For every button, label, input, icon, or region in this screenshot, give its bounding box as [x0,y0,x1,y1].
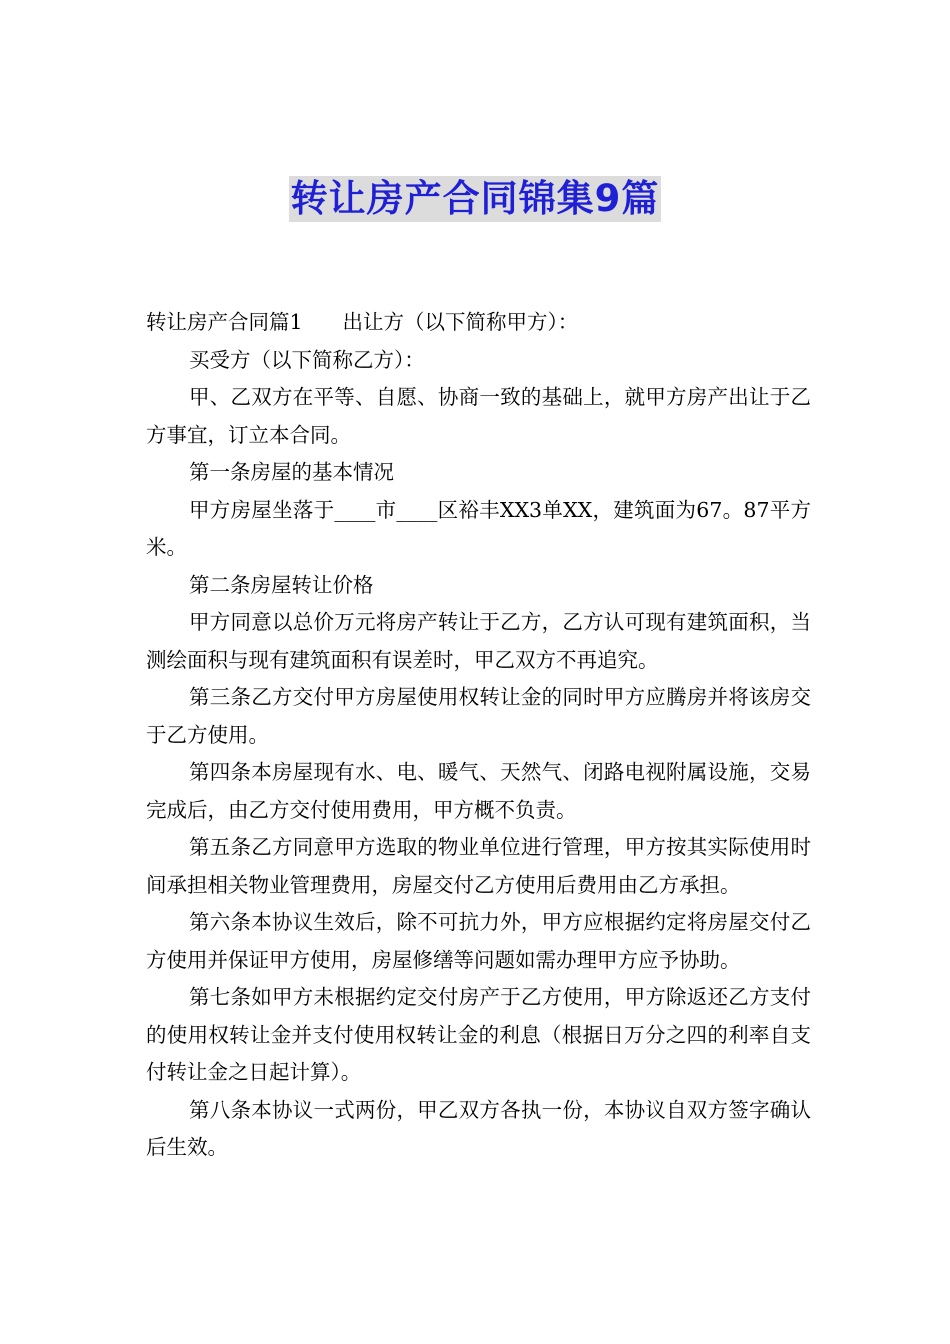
article-8: 第八条本协议一式两份，甲乙双方各执一份，本协议自双方签字确认后生效。 [146,1097,811,1159]
article-2-heading: 第二条房屋转让价格 [189,572,374,597]
article-7: 第七条如甲方未根据约定交付房产于乙方使用，甲方除返还乙方支付的使用权转让金并支付使用权转让金的利息（根据日万分之四的利率自支付转让金之日起计算）。 [146,985,811,1084]
article-5: 第五条乙方同意甲方选取的物业单位进行管理，甲方按其实际使用时间承担相关物业管理费用，房屋交付乙方使用后费用由乙方承担。 [146,835,811,897]
article-6: 第六条本协议生效后，除不可抗力外，甲方应根据约定将房屋交付乙方使用并保证甲方使用，房屋修缮等问题如需办理甲方应予协助。 [146,910,811,972]
paragraph-seller: 出让方（以下简称甲方）： [342,310,579,334]
article-1-body: 甲方房屋坐落于____市____区裕丰XX3单XX，建筑面为67。87平方米。 [146,497,811,559]
article-1-heading: 第一条房屋的基本情况 [189,460,395,484]
first-line [146,304,811,342]
document-title: 转让房产合同锦集9篇 [290,177,660,220]
paragraph-intro: 甲、乙双方在平等、自愿、协商一致的基础上，就甲方房产出让于乙方事宜，订立本合同。 [146,385,811,447]
paragraph-buyer: 买受方（以下简称乙方）： [189,347,425,372]
article-4: 第四条本房屋现有水、电、暖气、天然气、闭路电视附属设施，交易完成后，由乙方交付使用费用，甲方概不负责。 [146,760,811,822]
title-container [0,176,950,222]
document-body [146,304,811,1167]
article-2-body: 甲方同意以总价万元将房产转让于乙方，乙方认可现有建筑面积，当测绘面积与现有建筑面积有误差时，甲乙双方不再追究。 [146,610,811,672]
article-3: 第三条乙方交付甲方房屋使用权转让金的同时甲方应腾房并将该房交于乙方使用。 [146,685,811,747]
section-label: 转让房产合同篇1 [146,310,303,334]
